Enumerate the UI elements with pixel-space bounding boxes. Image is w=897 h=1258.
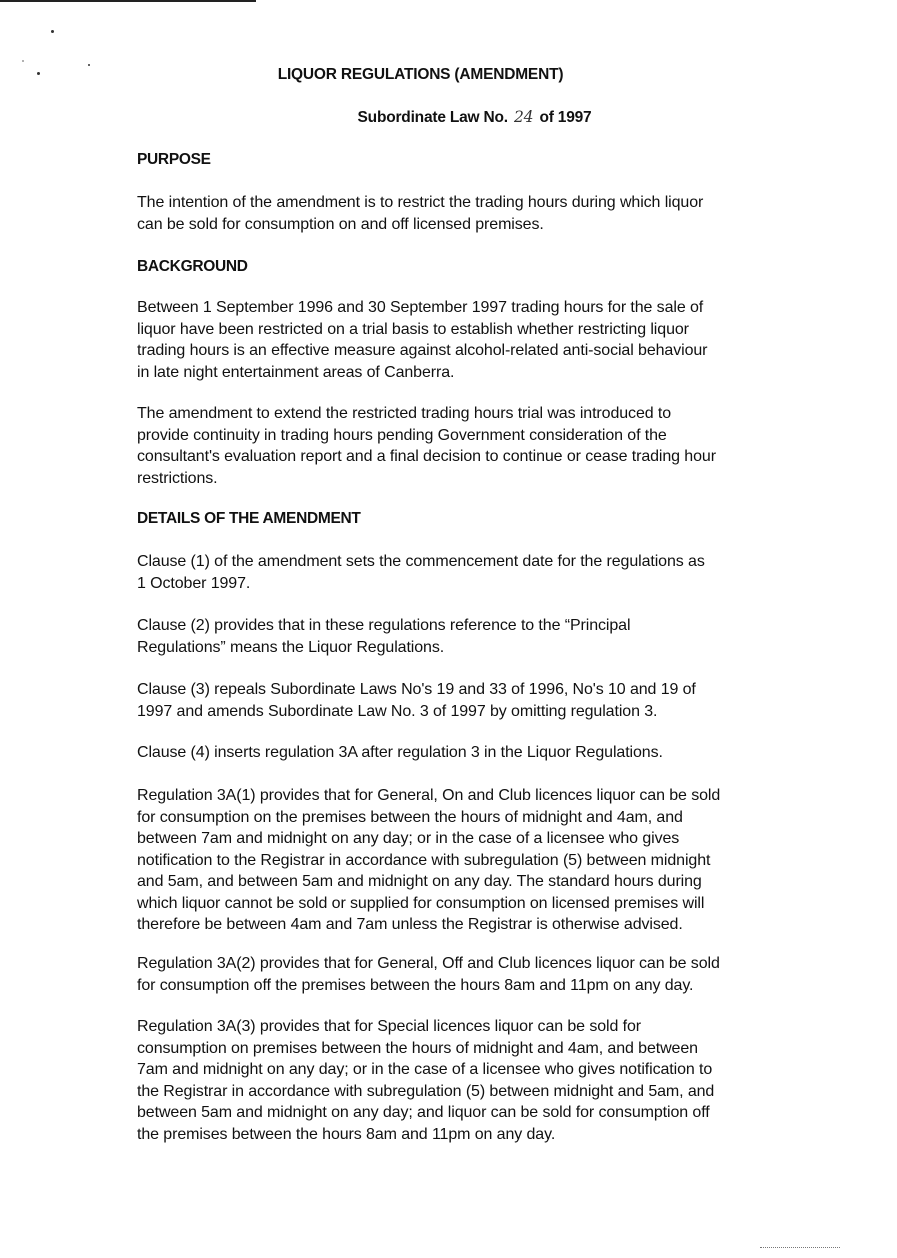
text-line: Regulation 3A(1) provides that for General, On and Club licences liquor can be sold [137, 787, 721, 804]
subtitle-prefix: Subordinate Law No. [357, 109, 508, 126]
text-line: notification to the Registrar in accordance with subregulation (5) between midnight [137, 851, 711, 869]
document-title: LIQUOR REGULATIONS (AMENDMENT) [277, 66, 564, 83]
text-line: Clause (3) repeals Subordinate Laws No's 19 and 33 of 1996, No's 10 and 19 of [137, 681, 696, 698]
document-subtitle [26, 108, 897, 127]
text-line: 1 October 1997. [137, 574, 251, 592]
text-line: The amendment to extend the restricted trading hours trial was introduced to [137, 405, 672, 422]
text-line: restrictions. [137, 469, 218, 487]
text-line: 1997 and amends Subordinate Law No. 3 of 1997 by omitting regulation 3. [137, 702, 658, 720]
regulation-3a2-paragraph [137, 953, 821, 996]
text-line: consultant's evaluation report and a final decision to continue or cease trading hour [137, 448, 716, 465]
text-line: can be sold for consumption on and off licensed premises. [137, 215, 544, 233]
text-line: Clause (4) inserts regulation 3A after regulation 3 in the Liquor Regulations. [137, 744, 663, 761]
scan-edge-mark [760, 1247, 840, 1249]
background-paragraph-1 [137, 297, 821, 383]
text-line: The intention of the amendment is to restrict the trading hours during which liquor [137, 194, 704, 211]
clause-4-paragraph [137, 742, 821, 764]
text-line: for consumption on the premises between the hours of midnight and 4am, and [137, 808, 683, 826]
text-line: Regulation 3A(3) provides that for Special licences liquor can be sold for [137, 1018, 641, 1035]
details-heading: DETAILS OF THE AMENDMENT [137, 510, 361, 527]
clause-3-paragraph [137, 679, 821, 722]
text-line: the premises between the hours 8am and 11pm on any day. [137, 1125, 556, 1143]
background-heading: BACKGROUND [137, 258, 248, 275]
scan-edge-line [0, 0, 256, 2]
text-line: in late night entertainment areas of Canberra. [137, 363, 455, 381]
background-paragraph-2 [137, 403, 821, 489]
text-line: Regulations” means the Liquor Regulations. [137, 638, 445, 656]
text-line: Regulation 3A(2) provides that for General, Off and Club licences liquor can be sold [137, 955, 720, 972]
text-line: for consumption off the premises between the hours 8am and 11pm on any day. [137, 976, 694, 994]
text-line: therefore be between 4am and 7am unless the Registrar is otherwise advised. [137, 916, 683, 933]
regulation-3a3-paragraph [137, 1016, 821, 1145]
text-line: Clause (1) of the amendment sets the commencement date for the regulations as [137, 553, 705, 570]
clause-2-paragraph [137, 615, 821, 658]
purpose-paragraph [137, 192, 821, 235]
text-line: trading hours is an effective measure against alcohol-related anti-social behaviour [137, 342, 708, 359]
text-line: between 7am and midnight on any day; or in the case of a licensee who gives [137, 830, 680, 847]
text-line: which liquor cannot be sold or supplied for consumption on licensed premises will [137, 894, 705, 912]
scan-speck [51, 30, 54, 33]
regulation-3a1-paragraph [137, 785, 821, 936]
text-line: provide continuity in trading hours pending Government consideration of the [137, 426, 667, 444]
purpose-heading: PURPOSE [137, 151, 211, 168]
handwritten-law-number: 24 [514, 108, 534, 126]
text-line: liquor have been restricted on a trial basis to establish whether restricting liquor [137, 320, 689, 338]
text-line: and 5am, and between 5am and midnight on any day. The standard hours during [137, 873, 702, 890]
scan-speck [22, 60, 24, 62]
text-line: Between 1 September 1996 and 30 September 1997 trading hours for the sale of [137, 299, 704, 316]
text-line: the Registrar in accordance with subregulation (5) between midnight and 5am, and [137, 1082, 715, 1100]
text-line: Clause (2) provides that in these regulations reference to the “Principal [137, 617, 631, 634]
clause-1-paragraph [137, 551, 821, 594]
text-line: between 5am and midnight on any day; and liquor can be sold for consumption off [137, 1104, 710, 1121]
subtitle-suffix: of 1997 [539, 109, 592, 126]
text-line: 7am and midnight on any day; or in the case of a licensee who gives notification to [137, 1061, 713, 1078]
text-line: consumption on premises between the hours of midnight and 4am, and between [137, 1039, 698, 1057]
